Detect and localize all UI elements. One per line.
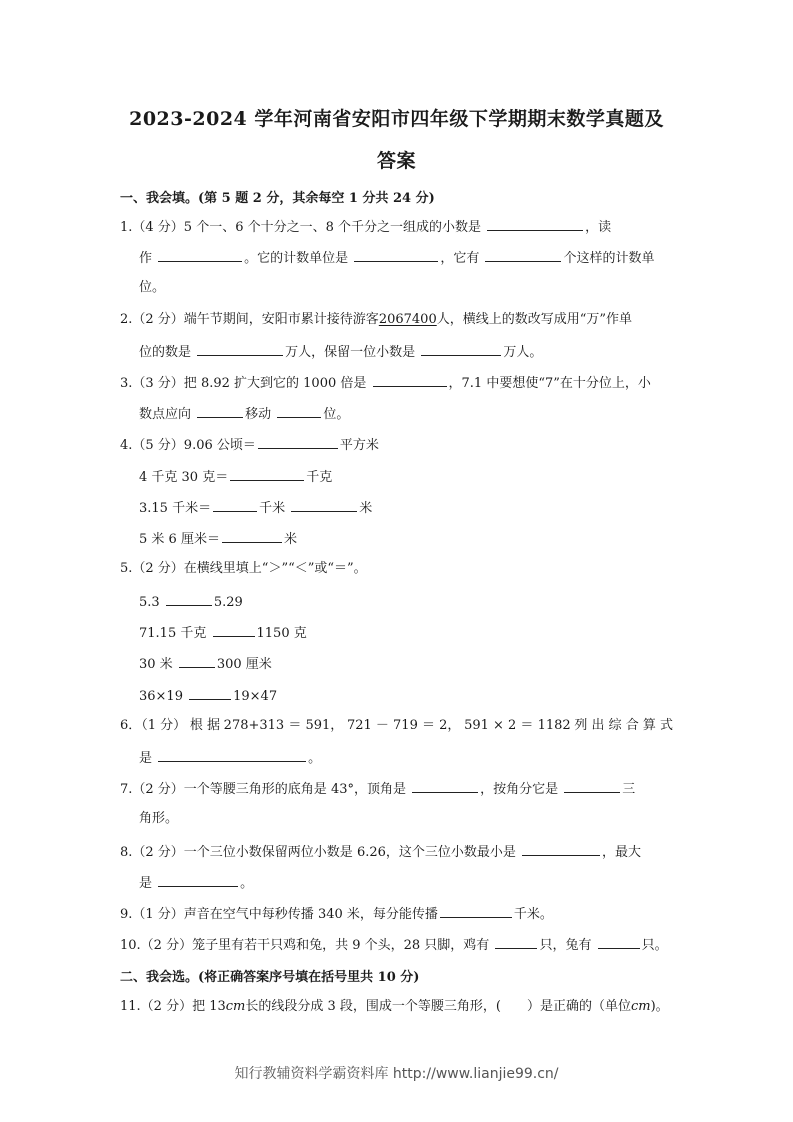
q6-part: 591 × 2 ＝ 1182 [464, 718, 571, 733]
q8-text-a: 8.（2 分）一个三位小数保留两位小数是 6.26，这个三位小数最小是 [120, 845, 516, 860]
q2-blank-wan[interactable] [197, 342, 283, 356]
q7-text-b: ，按角分它是 [480, 782, 559, 797]
q3-blank-places[interactable] [277, 404, 321, 418]
q3-text-a: 3.（3 分）把 8.92 扩大到它的 1000 倍是 [120, 376, 367, 391]
q7-line2: 角形。 [139, 811, 179, 826]
q4-line3 [139, 498, 372, 518]
q8-blank-min[interactable] [522, 842, 600, 856]
q1-text-d: 。它的计数单位是 [244, 251, 349, 266]
q7-text-a: 7.（2 分）一个等腰三角形的底角是 43°，顶角是 [120, 782, 406, 797]
q11-unit-cm2: cm [630, 999, 651, 1014]
q1-text-a: 1.（4 分）5 个一、6 个十分之一、8 个千分之一组成的小数是 [120, 220, 482, 235]
q7-text-c: 三 [622, 782, 636, 797]
q2-underlined-number: 2067400 [378, 312, 437, 327]
q11-text-c: )。 [650, 999, 669, 1014]
q6-part: 6．（1 分） [120, 718, 187, 733]
q4-text-a: 4.（5 分）9.06 公顷＝ [120, 438, 256, 453]
section1-heading: 一、我会填。(第 5 题 2 分，其余每空 1 分共 24 分) [120, 191, 435, 206]
section2-heading: 二、我会选。(将正确答案序号填在括号里共 10 分) [120, 970, 420, 985]
q11-text-a: 11.（2 分）把 13 [120, 999, 226, 1014]
q5-r3-right: 300 厘米 [216, 657, 272, 672]
q6-part: 278+313 ＝ 591， [223, 718, 344, 733]
q4-text-l4a: 5 米 6 厘米＝ [139, 532, 220, 547]
q4-blank-m[interactable] [291, 498, 357, 512]
q7-blank-apex[interactable] [412, 779, 478, 793]
q10-blank-rabbits[interactable] [598, 935, 640, 949]
q2-line2 [139, 342, 542, 362]
q4-blank-kg[interactable] [230, 467, 304, 481]
q5-r1-blank[interactable] [166, 592, 212, 606]
q7-line1 [120, 779, 635, 799]
q4-text-l3a: 3.15 千米＝ [139, 501, 212, 516]
q1-text-f: 个这样的计数单 [563, 251, 655, 266]
q3-line1 [120, 373, 651, 393]
q4-line4 [139, 529, 297, 549]
q10-text-b: 只，兔有 [539, 938, 592, 953]
q9-line1 [120, 904, 553, 924]
q4-text-l3b: 千米 [259, 501, 286, 516]
q1-line1 [120, 217, 611, 237]
q2-text-d: 万人，保留一位小数是 [285, 345, 416, 360]
q6-line1 [120, 717, 673, 735]
q8-blank-max[interactable] [158, 873, 238, 887]
q3-text-d: 移动 [245, 407, 272, 422]
q5-r4-blank[interactable] [189, 686, 231, 700]
q1-blank-count[interactable] [485, 248, 561, 262]
q5-row1 [139, 592, 243, 612]
q1-text-e: ，它有 [440, 251, 480, 266]
q9-text-a: 9.（1 分）声音在空气中每秒传播 340 米，每分能传播 [120, 907, 438, 922]
q1-blank-unit[interactable] [354, 248, 438, 262]
q5-r1-left: 5.3 [139, 595, 160, 610]
q5-line1: 5.（2 分）在横线里填上“＞”“＜”或“＝”。 [120, 561, 367, 576]
q6-text-c: 是 [139, 751, 153, 766]
q2-blank-round[interactable] [421, 342, 501, 356]
q4-text-l3c: 米 [359, 501, 373, 516]
q3-blank-product[interactable] [373, 373, 447, 387]
q5-r3-left: 30 米 [139, 657, 173, 672]
q2-text-c: 位的数是 [139, 345, 192, 360]
q5-row2 [139, 623, 307, 643]
q6-line2 [139, 748, 321, 768]
q3-text-c: 数点应向 [139, 407, 192, 422]
q10-blank-chickens[interactable] [495, 935, 537, 949]
q6-blank-expression[interactable] [158, 748, 306, 762]
q1-blank-decimal[interactable] [487, 217, 583, 231]
q6-text-d: 。 [308, 751, 322, 766]
doc-title-line1: 2023-2024 学年河南省安阳市四年级下学期期末数学真题及 [129, 108, 664, 130]
q8-text-d: 。 [240, 876, 254, 891]
q4-line1 [120, 435, 379, 455]
footer-watermark: 知行教辅资料学霸资料库 http://www.lianjie99.cn/ [234, 1066, 559, 1082]
q1-line3: 位。 [139, 280, 166, 295]
q1-blank-read[interactable] [158, 248, 242, 262]
q5-row3 [139, 654, 272, 674]
q1-text-c: 作 [139, 251, 153, 266]
q6-part: 列 出 综 合 算 式 [574, 718, 673, 733]
q5-r2-right: 1150 克 [256, 626, 307, 641]
q4-blank-meter[interactable] [222, 529, 282, 543]
q9-blank-km[interactable] [440, 904, 512, 918]
q2-text-e: 万人。 [503, 345, 543, 360]
q8-line2 [139, 873, 253, 893]
q10-text-a: 10.（2 分）笼子里有若干只鸡和兔，共 9 个头，28 只脚，鸡有 [120, 938, 490, 953]
q8-text-c: 是 [139, 876, 153, 891]
q5-r1-right: 5.29 [213, 595, 243, 610]
q6-part: 721 － 719 ＝ 2， [346, 718, 461, 733]
q3-line2 [139, 404, 349, 424]
q3-blank-direction[interactable] [197, 404, 243, 418]
q3-text-e: 位。 [323, 407, 350, 422]
q2-text-b: 人，横线上的数改写成用“万”作单 [436, 312, 633, 327]
q4-line2 [139, 467, 332, 487]
q5-r3-blank[interactable] [179, 654, 215, 668]
q10-text-c: 只。 [641, 938, 668, 953]
q11-text-b: 长的线段分成 3 段，围成一个等腰三角形，( ）是正确的（单位 [245, 999, 631, 1014]
q4-text-b: 平方米 [339, 438, 379, 453]
q8-line1 [120, 842, 641, 862]
q4-text-l4b: 米 [283, 532, 297, 547]
q4-blank-sqm[interactable] [258, 435, 338, 449]
q6-part: 根 据 [189, 718, 220, 733]
q4-text-l2a: 4 千克 30 克＝ [139, 470, 229, 485]
q5-r4-right: 19×47 [233, 689, 278, 704]
q5-r2-left: 71.15 千克 [139, 626, 207, 641]
q2-text-a: 2.（2 分）端午节期间，安阳市累计接待游客 [120, 312, 379, 327]
q11-unit-cm: cm [225, 999, 246, 1014]
q7-blank-type[interactable] [564, 779, 620, 793]
q5-r4-left: 36×19 [139, 689, 183, 704]
q5-row4 [139, 686, 277, 706]
q11-line1 [120, 998, 669, 1016]
q9-text-b: 千米。 [513, 907, 553, 922]
q1-line2 [139, 248, 654, 268]
doc-title-line2: 答案 [376, 150, 416, 172]
q2-line1 [120, 311, 632, 329]
q8-text-b: ，最大 [602, 845, 642, 860]
q1-text-b: ，读 [585, 220, 612, 235]
q4-text-l2b: 千克 [306, 470, 333, 485]
q5-r2-blank[interactable] [213, 623, 255, 637]
q10-line1 [120, 935, 668, 955]
q4-blank-km[interactable] [213, 498, 257, 512]
q3-text-b: ，7.1 中要想使“7”在十分位上，小 [448, 376, 651, 391]
